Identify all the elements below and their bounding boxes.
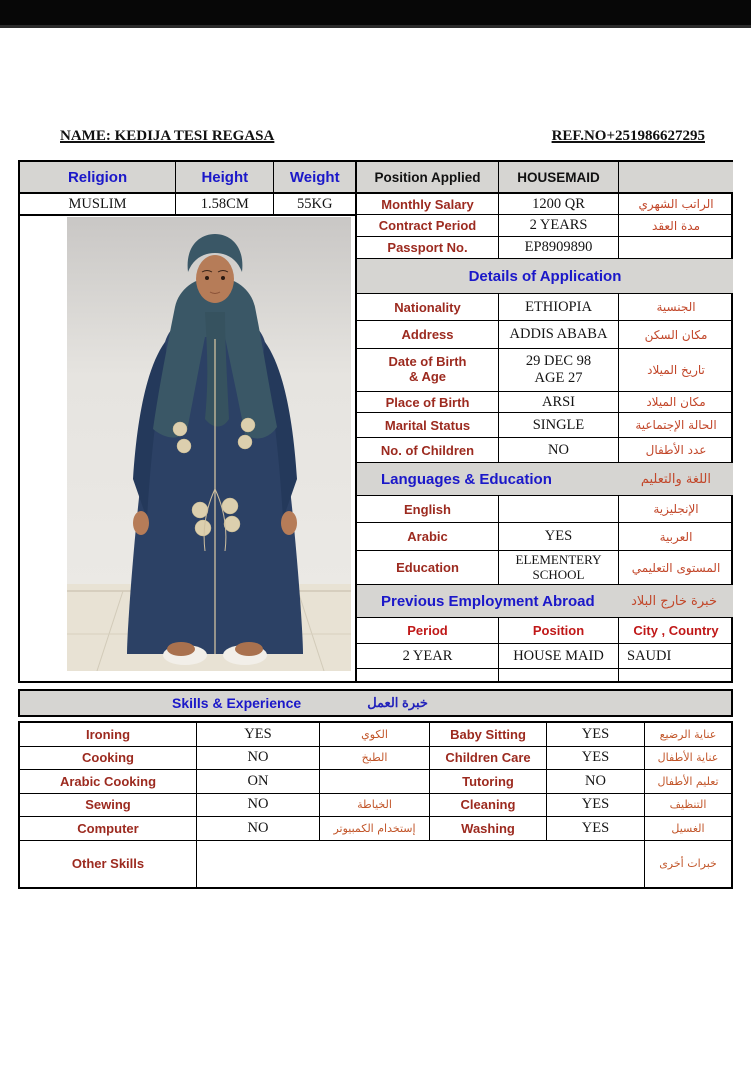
skill-washing-value: YES [547, 817, 645, 841]
skill-tutoring-value: NO [547, 770, 645, 794]
skills-table [18, 721, 733, 889]
skill-cleaning-arabic: التنظيف [645, 794, 731, 818]
other-skills-row [20, 841, 731, 887]
religion-value: MUSLIM [20, 194, 176, 216]
address-row [357, 321, 733, 349]
children-row [357, 438, 733, 463]
address-value: ADDIS ABABA [499, 321, 619, 349]
dob-value: 29 DEC 98 AGE 27 [499, 349, 619, 392]
salary-row [357, 194, 733, 215]
english-row [357, 496, 733, 523]
skill-ironing-arabic: الكوي [320, 723, 430, 747]
application-details-section [357, 162, 733, 681]
pob-label: Place of Birth [357, 392, 499, 413]
english-label: English [357, 496, 499, 523]
passport-label: Passport No. [357, 237, 499, 259]
employment-period: 2 YEAR [357, 644, 499, 669]
height-header: Height [176, 162, 274, 194]
details-of-application-header: Details of Application [357, 259, 733, 294]
skill-cooking-value: NO [197, 747, 320, 771]
education-value: ELEMENTERY SCHOOL [499, 551, 619, 585]
bio-value-row [20, 194, 355, 216]
employment-position-empty [499, 669, 619, 681]
bio-header-row [20, 162, 355, 194]
applicant-photo [67, 217, 351, 671]
previous-employment-header [357, 585, 733, 618]
skill-tutoring-arabic: تعليم الأطفال [645, 770, 731, 794]
skill-washing-arabic: الغسيل [645, 817, 731, 841]
other-skills-value [197, 841, 645, 887]
arabic-row [357, 523, 733, 551]
position-applied-value: HOUSEMAID [499, 162, 619, 194]
skill-sewing-arabic: الخياطة [320, 794, 430, 818]
marital-value: SINGLE [499, 413, 619, 438]
skills-experience-title: Skills & Experience [172, 695, 302, 711]
document-header [60, 128, 705, 145]
skill-childrencare-arabic: عناية الأطفال [645, 747, 731, 771]
employment-city: SAUDI [619, 644, 733, 669]
dob-arabic: تاريخ الميلاد [619, 349, 733, 392]
nationality-value: ETHIOPIA [499, 294, 619, 321]
address-label: Address [357, 321, 499, 349]
skill-arabiccooking-label: Arabic Cooking [20, 770, 197, 794]
height-value: 1.58CM [176, 194, 274, 216]
period-column-header: Period [357, 618, 499, 644]
skill-row-sewing-cleaning [20, 794, 731, 818]
salary-value: 1200 QR [499, 194, 619, 215]
english-arabic: الإنجليزية [619, 496, 733, 523]
marital-row [357, 413, 733, 438]
dob-label: Date of Birth & Age [357, 349, 499, 392]
arabic-arabic: العربية [619, 523, 733, 551]
skill-arabiccooking-arabic [320, 770, 430, 794]
previous-employment-title: Previous Employment Abroad [381, 592, 595, 610]
skill-arabiccooking-value: ON [197, 770, 320, 794]
contract-row [357, 215, 733, 237]
languages-education-header [357, 463, 733, 496]
skill-row-arabiccooking-tutoring [20, 770, 731, 794]
city-column-header: City , Country [619, 618, 733, 644]
passport-arabic [619, 237, 733, 259]
languages-education-title: Languages & Education [381, 470, 552, 488]
skill-sewing-label: Sewing [20, 794, 197, 818]
skill-row-ironing-babysitting [20, 723, 731, 747]
contract-arabic: مدة العقد [619, 215, 733, 237]
photo-cell [20, 216, 355, 681]
salary-label: Monthly Salary [357, 194, 499, 215]
skill-row-computer-washing [20, 817, 731, 841]
skill-cooking-label: Cooking [20, 747, 197, 771]
skill-babysitting-value: YES [547, 723, 645, 747]
top-black-bar [0, 0, 751, 28]
skill-sewing-value: NO [197, 794, 320, 818]
reference-number: REF.NO+251986627295 [551, 128, 705, 144]
passport-row [357, 237, 733, 259]
employment-columns-row [357, 618, 733, 644]
employment-period-empty [357, 669, 499, 681]
skill-cooking-arabic: الطبخ [320, 747, 430, 771]
skill-ironing-value: YES [197, 723, 320, 747]
children-arabic: عدد الأطفال [619, 438, 733, 463]
pob-value: ARSI [499, 392, 619, 413]
contract-value: 2 YEARS [499, 215, 619, 237]
children-value: NO [499, 438, 619, 463]
skill-babysitting-arabic: عناية الرضيع [645, 723, 731, 747]
passport-value: EP8909890 [499, 237, 619, 259]
nationality-row [357, 294, 733, 321]
previous-employment-arabic: خبرة خارج البلاد [631, 593, 717, 609]
nationality-arabic: الجنسية [619, 294, 733, 321]
contract-label: Contract Period [357, 215, 499, 237]
skill-cleaning-label: Cleaning [430, 794, 547, 818]
marital-label: Marital Status [357, 413, 499, 438]
skill-row-cooking-childrencare [20, 747, 731, 771]
children-label: No. of Children [357, 438, 499, 463]
skill-washing-label: Washing [430, 817, 547, 841]
skill-childrencare-value: YES [547, 747, 645, 771]
arabic-label: Arabic [357, 523, 499, 551]
marital-arabic: الحالة الإجتماعية [619, 413, 733, 438]
languages-education-arabic: اللغة والتعليم [640, 471, 711, 487]
skills-experience-arabic: خبرة العمل [367, 695, 428, 710]
skill-ironing-label: Ironing [20, 723, 197, 747]
pob-row [357, 392, 733, 413]
employment-row-1 [357, 644, 733, 669]
education-arabic: المستوى التعليمي [619, 551, 733, 585]
skill-childrencare-label: Children Care [430, 747, 547, 771]
religion-header: Religion [20, 162, 176, 194]
skills-experience-header [18, 689, 733, 717]
skill-computer-value: NO [197, 817, 320, 841]
weight-value: 55KG [274, 194, 355, 216]
position-arabic-cell [619, 162, 733, 194]
weight-header: Weight [274, 162, 355, 194]
biodata-left-section [20, 162, 357, 681]
skill-computer-arabic: إستخدام الكمبيوتر [320, 817, 430, 841]
education-row [357, 551, 733, 585]
dob-row [357, 349, 733, 392]
salary-arabic: الراتب الشهري [619, 194, 733, 215]
biodata-table [18, 160, 733, 683]
nationality-label: Nationality [357, 294, 499, 321]
education-label: Education [357, 551, 499, 585]
skill-computer-label: Computer [20, 817, 197, 841]
address-arabic: مكان السكن [619, 321, 733, 349]
english-value [499, 496, 619, 523]
employment-position: HOUSE MAID [499, 644, 619, 669]
position-applied-label: Position Applied [357, 162, 499, 194]
skill-cleaning-value: YES [547, 794, 645, 818]
other-skills-arabic: خبرات أخرى [659, 857, 717, 870]
skill-babysitting-label: Baby Sitting [430, 723, 547, 747]
position-row [357, 162, 733, 194]
arabic-value: YES [499, 523, 619, 551]
applicant-name: NAME: KEDIJA TESI REGASA [60, 128, 275, 144]
pob-arabic: مكان الميلاد [619, 392, 733, 413]
other-skills-label: Other Skills [20, 841, 197, 887]
employment-row-2 [357, 669, 733, 681]
position-column-header: Position [499, 618, 619, 644]
employment-city-empty [619, 669, 733, 681]
skill-tutoring-label: Tutoring [430, 770, 547, 794]
